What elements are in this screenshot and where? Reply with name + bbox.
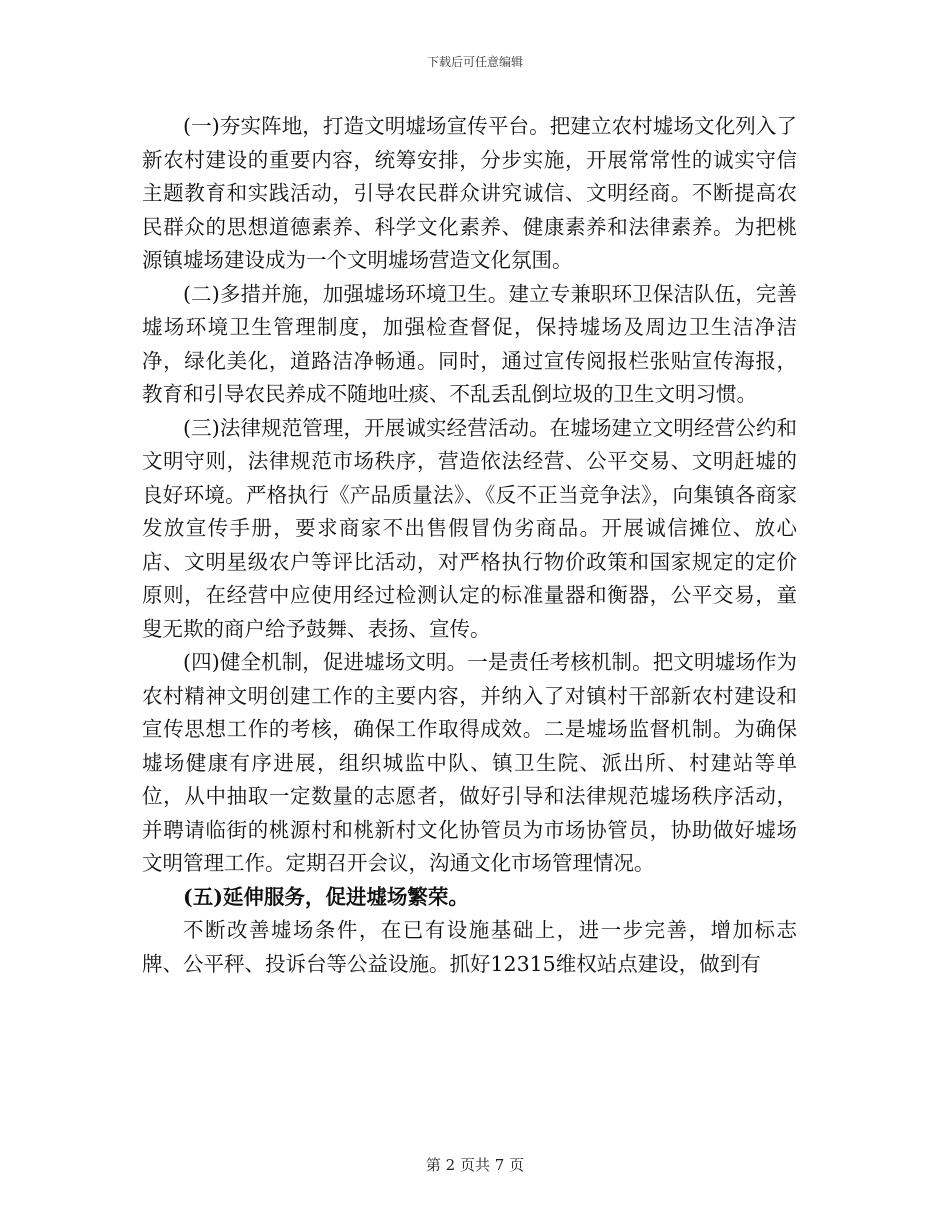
paragraph-4: (四)健全机制，促进墟场文明。一是责任考核机制。把文明墟场作为农村精神文明创建工作的主要内容，并纳入了对镇村干部新农村建设和宣传思想工作的考核，确保工作取得成效。二是墟场监督机制。为确保墟场健康有序进展，组织城监中队、镇卫生院、派出所、村建站等单位，从中抽取一定数量的志愿者，做好引导和法律规范墟场秩序活动，并聘请临街的桃源村和桃新村文化协管员为市场协管员，协助做好墟场文明管理工作。定期召开会议，沟通文化市场管理情况。 [142, 650, 797, 875]
section-heading-5: (五)延伸服务，促进墟场繁荣。 [183, 884, 469, 909]
paragraph-3: (三)法律规范管理，开展诚实经营活动。在墟场建立文明经营公约和文明守则，法律规范市场秩序，营造依法经营、公平交易、文明赶墟的良好环境。严格执行《产品质量法》、《反不正当竞争法》，向集镇各商家发放宣传手册，要求商家不出售假冒伪劣商品。开展诚信摊位、放心店、文明星级农户等评比活动，对严格执行物价政策和国家规定的定价原则，在经营中应使用经过检测认定的标准量器和衡器，公平交易，童叟无欺的商户给予鼓舞、表扬、宣传。 [142, 415, 797, 641]
document-body [142, 110, 797, 981]
paragraph-6: 不断改善墟场条件，在已有设施基础上，进一步完善，增加标志牌、公平秤、投诉台等公益设施。抓好12315维权站点建设，做到有 [142, 918, 797, 976]
page-number-footer: 第 2 页共 7 页 [425, 1156, 525, 1174]
paragraph-1: (一)夯实阵地，打造文明墟场宣传平台。把建立农村墟场文化列入了新农村建设的重要内容，统筹安排，分步实施，开展常常性的诚实守信主题教育和实践活动，引导农民群众讲究诚信、文明经商。不断提高农民群众的思想道德素养、科学文化素养、健康素养和法律素养。为把桃源镇墟场建设成为一个文明墟场营造文化氛围。 [142, 114, 797, 272]
header-note: 下载后可任意编辑 [426, 55, 523, 69]
paragraph-2: (二)多措并施，加强墟场环境卫生。建立专兼职环卫保洁队伍，完善墟场环境卫生管理制度，加强检查督促，保持墟场及周边卫生洁净洁净，绿化美化，道路洁净畅通。同时，通过宣传阅报栏张贴宣传海报，教育和引导农民养成不随地吐痰、不乱丢乱倒垃圾的卫生文明习惯。 [142, 281, 797, 406]
